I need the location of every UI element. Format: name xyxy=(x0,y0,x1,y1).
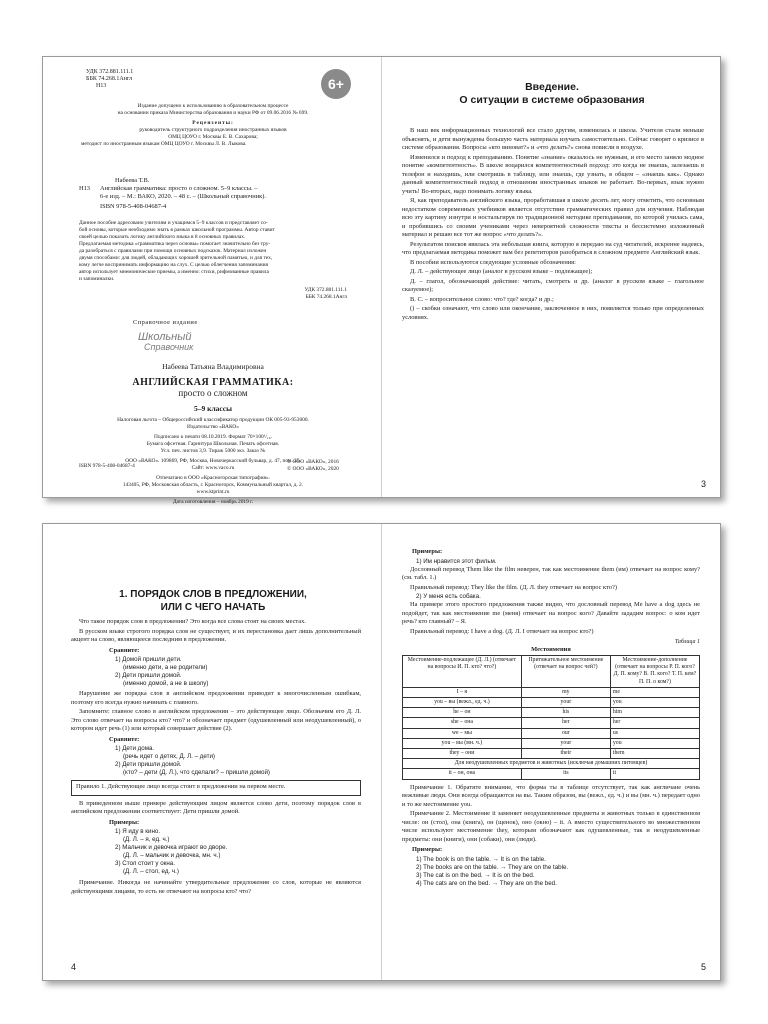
table-cell: her xyxy=(610,718,699,728)
chapter-page xyxy=(43,524,381,980)
table-header: Притяжательное местоимение (отвечает на вопрос чей?) xyxy=(521,656,610,688)
pronouns-body xyxy=(402,548,700,888)
author-full: Набеева Татьяна Владимировна xyxy=(162,362,264,371)
table-header: Местоимение-подлежащее (Д. Л.) (отвечает на вопросы И. П. кто? что?) xyxy=(403,656,522,688)
reviewers-title: Рецензенты: xyxy=(192,120,234,126)
chapter-title: 1. ПОРЯДОК СЛОВ В ПРЕДЛОЖЕНИИ, xyxy=(119,589,307,600)
example-line: 2) Дети пришли домой. xyxy=(115,761,182,768)
logo-text: Справочник xyxy=(144,342,194,352)
paragraph: Запомните: главное слово в английском предложении – это действующее лицо. Обозначим его Д. Л. Это слово отвечает на вопросы кто? что? и обозначает предмет (одушевленный или неодушевленный), о котором идет речь (1) или который совершает действие (2). xyxy=(71,708,361,732)
example-line: 3) Стол стоит у окна. xyxy=(115,860,175,867)
book-code-2: Н13 xyxy=(79,185,91,192)
table-row xyxy=(403,698,700,708)
example-line: 2) The books are on the table. → They are on the table. xyxy=(416,863,569,871)
table-cell: her xyxy=(521,718,610,728)
annotation-line: да разобраться с правилами при помощи основных подсказок. Материал изложен xyxy=(79,248,267,254)
table-row xyxy=(403,718,700,728)
bbk: ББК 74.268.1Англ xyxy=(86,76,133,82)
imprint-page xyxy=(43,57,381,505)
table-title: Местоимения xyxy=(531,646,571,653)
imprint-line: Подписано к печати 08.10.2019. Формат 70×100¹/₁₆. xyxy=(154,434,272,440)
paragraph: Изменился и подход к преподаванию. Понятие «знание» оказалось не нужным, и его место заняло модное понятие «компетентность». В школе воцарился компетентностный подход: это когда не знаешь, залезаешь в телефон и находишь, или смотришь в таблицу, или знаешь, где узнать, в общем – «знаешь как». Однако данный компетентностный подход в отношении иностранных языков не работает. Во-первых, язык нужно учить! Во-вторых, надо понимать логику языка. xyxy=(402,153,704,195)
paragraph: Что такое порядок слов в предложении? Это когда все слова стоят на своих местах. xyxy=(79,618,306,625)
intro-heading: Введение. xyxy=(525,81,579,93)
top-spread xyxy=(42,56,721,505)
table-cell: his xyxy=(521,708,610,718)
annotation-line: и запоминалки. xyxy=(79,276,115,282)
table-cell: you – вы (мн. ч.) xyxy=(403,738,522,748)
examples-label: Примеры: xyxy=(109,818,140,826)
copyright-block xyxy=(287,459,339,473)
series-logo xyxy=(138,332,193,352)
table-cell: your xyxy=(521,698,610,708)
paragraph: В наш век информационных технологий все стало другим, изменилась и школа. Учителя стали меньше объяснять, и дети вынуждены большую часть материала изучать самостоятельно. Сейчас говорят о кризисе в системе образования. Вопросы «кто виноват?» и «что делать?» снова повисли в воздухе. xyxy=(402,127,704,151)
imprint-line: ООО «ВАКО». 109869, РФ, Москва, Новочеркасский бульвар, д. 47, пом. 25. xyxy=(125,458,301,464)
paragraph: В пособии используются следующие условные обозначения: xyxy=(410,258,576,266)
imprint-line: Налоговая льгота – Общероссийский классификатор продукции ОК 005-93-953000. xyxy=(117,417,309,423)
example-line: (Д. Л. – стол, ед. ч.) xyxy=(123,868,179,875)
paragraph: Я, как преподаватель английского языка, проработавшая в школе десять лет, могу отметить, что основным недостатком современных учебников является отсутствие грамматических правил для изучения. Наблюдая всю эту картину изнутри и ностальгируя по традиционной методике преподавания, по которой училась сама, и пробившись со своими учениками через невероятной сложности тексты и бессистемно изложенный материал и решаю все тот же вопрос «что делать?». xyxy=(402,197,704,238)
age-rating-badge xyxy=(321,69,351,99)
table-cell: my xyxy=(521,687,610,697)
paragraph: Результатом поисков явилась эта небольшая книга, которую я передаю на суд читателей, искренне надеясь, что предлагаемая методика поможет вам без репетиторов разобраться в сложном предмете Английский язык. xyxy=(402,240,704,256)
imprint-line: Сайт: www.vaco.ru xyxy=(191,465,235,471)
annotation-line: кому легче воспринимать информацию на слух. С целью облегчения запоминания xyxy=(79,262,268,268)
annotation-line: двумя способами: для людей, обладающих хорошей зрительной памятью, и для тех, xyxy=(79,255,273,261)
bottom-spread xyxy=(42,523,721,981)
pronouns-table xyxy=(402,655,700,780)
note: Примечание. Никогда не начинайте утвердительные предложения со слов, которые не являются действующими лицами, то есть не отвечают на вопросы кто? что? xyxy=(71,879,361,895)
reviewer-line: ОМЦ ЦОУО г. Москвы Е. В. Сахарова; xyxy=(168,134,258,140)
paragraph: В приведенном выше примере действующим лицом является слово дети, поэтому порядок слов в английском предложении соответствует: Дети пришли домой. xyxy=(71,799,361,815)
table-cell: me xyxy=(610,687,699,697)
bbk-2: ББК 74.268.1Англ xyxy=(305,294,347,300)
isbn-bottom: ISBN 978-5-408-04687-4 xyxy=(79,463,135,469)
table-section-row xyxy=(403,759,700,769)
examples-label: Примеры: xyxy=(412,846,443,854)
imprint-line: Усл. печ. листов 3,9. Тираж 5000 экз. Заказ № xyxy=(160,448,266,454)
legend-item: Д. Л. – действующее лицо (аналог в русском языке – подлежащее); xyxy=(410,268,593,275)
table-section-label: Для неодушевленных предметов и животных (исключая домашних питомцев) xyxy=(403,759,700,769)
table-cell: its xyxy=(521,769,610,779)
table-cell: I – я xyxy=(403,687,522,697)
example-line: 2) Мальчик и девочка играют во дворе. xyxy=(115,844,228,851)
annotation-line: Предлагаемая методика «грамматика через основы» помогает значительно без тру- xyxy=(79,241,271,247)
example-line: (Д. Л. – мальчик и девочка, мн. ч.) xyxy=(123,852,221,859)
table-cell: our xyxy=(521,728,610,738)
intro-subheading: О ситуации в системе образования xyxy=(459,94,645,106)
book-title: АНГЛИЙСКАЯ ГРАММАТИКА: xyxy=(132,377,294,388)
table-cell: you xyxy=(610,698,699,708)
logo-text: Школьный xyxy=(138,331,192,343)
edition-type: Справочное издание xyxy=(133,319,198,326)
example-line: 2) Дети пришли домой. xyxy=(115,672,182,679)
table-cell: it xyxy=(610,769,699,779)
age-rating-label: 6+ xyxy=(328,76,344,92)
annotation-line: бой основы, которые необходимо знать в рамках школьной программы. Автор ставит xyxy=(79,227,275,233)
note: Примечание 1. Обратите внимание, что форма ты в таблице отсутствует, так как англичане очень вежливые люди. Они всегда обращаются на вы. Таким образом, вы (вежл., ед. ч.) и вы (мн. ч.) передает одно и то же местоимение you. xyxy=(402,783,700,808)
paragraph: Правильный перевод: They like the film. (Д. Л. they отвечает на вопрос кто?) xyxy=(410,583,617,591)
example-line: (кто? – дети (Д. Л.), что сделали? – пришли домой) xyxy=(123,769,270,776)
annotation-line: автор использует мнемонические приемы, а именно: стихи, рифмованные правила xyxy=(79,269,269,275)
table-header: Местоимение-дополнение (отвечает на вопросы Р. П. кого? Д. П. кому? В. П. кого? Т. П. кем? П. П. о ком?) xyxy=(610,656,699,688)
reviewer-line: методист по иностранным языкам ОМЦ ЦОУО г. Москвы Л. В. Лыкова. xyxy=(81,141,247,147)
table-cell: he – он xyxy=(403,708,522,718)
reviewer-line: руководитель структурного подразделения иностранных языков xyxy=(139,127,287,133)
imprint-line: Дата изготовления – ноябрь 2019 г. xyxy=(172,499,254,505)
table-cell: you xyxy=(610,738,699,748)
example-line: (речь идет о детях, Д. Л. – дети) xyxy=(123,753,215,760)
note: Примечание 2. Местоимение it заменяет неодушевленные предметы и животных только в единственном числе: он (стол), она (книга), он (щенок), оно (окно) – it. А вместо существительного во множественном числе используют местоимение they, которым обозначают как одушевленные, так и неодушевленные предметы: они (книги), они (собаки), они (люди). xyxy=(402,810,700,843)
copyright-line: © ООО «ВАКО», 2020 xyxy=(287,466,339,472)
example-line: 1) Им нравится этот фильм. xyxy=(416,557,497,565)
example-line: 2) У меня есть собака. xyxy=(416,593,481,600)
rule-box xyxy=(71,780,361,796)
udk-2: УДК 372.881.111.1 xyxy=(304,287,347,293)
title-block xyxy=(63,362,363,413)
imprint-line: Бумага офсетная. Гарнитура Школьная. Печать офсетная. xyxy=(146,441,280,447)
rule-text: Правило 1. Действующее лицо всегда стоит в предложении на первом месте. xyxy=(76,783,286,790)
example-line: (именно дети, а не родители) xyxy=(123,664,208,671)
intro-page xyxy=(382,57,720,497)
grades: 5–9 классы xyxy=(194,404,232,413)
page-number: 3 xyxy=(700,479,706,489)
biblio-block xyxy=(79,177,359,211)
chapter-body xyxy=(71,618,361,897)
compare-label: Сравните: xyxy=(109,735,140,743)
annotation-line: Данное пособие адресовано учителям и учащимся 5–9 классов и представляет со- xyxy=(79,220,268,226)
admission-line: Издание допущено к использованию в образовательном процессе xyxy=(137,103,289,109)
legend-item: () – скобки означают, что слово или окончание, заключенное в них, появляется только при определенных условиях. xyxy=(402,305,704,321)
table-cell: they – они xyxy=(403,749,522,759)
example-line: 1) Домой пришли дети. xyxy=(115,656,182,663)
paragraph: Правильный перевод: I have a dog. (Д. Л. I отвечает на вопрос кто?) xyxy=(410,627,594,635)
table-row xyxy=(403,687,700,697)
imprint-line: Издательство «ВАКО» xyxy=(186,424,239,430)
imprint-line: 143405, РФ, Московская область, г. Красногорск, Коммунальный квартал, д. 2. xyxy=(122,482,304,488)
paragraph: Дословный перевод Them like the film неверен, так как местоимение them (им) отвечает на вопрос кому? (см. табл. 1.) xyxy=(402,565,700,581)
compare-label: Сравните: xyxy=(109,646,140,654)
imprint-line: www.ktprint.ru xyxy=(196,489,230,495)
legend-item: В. С. – вопросительное слово: что? где? когда? и др.; xyxy=(410,295,554,303)
copyright-line: © ООО «ВАКО», 2016 xyxy=(287,459,339,465)
table-cell: us xyxy=(610,728,699,738)
pronouns-page xyxy=(382,524,720,980)
table-cell: your xyxy=(521,738,610,748)
table-row xyxy=(403,749,700,759)
isbn: ISBN 978-5-408-04687-4 xyxy=(100,203,167,210)
book-code: Н13 xyxy=(96,83,107,89)
example-line: 1) Я иду в кино. xyxy=(115,828,161,835)
admission-block xyxy=(73,103,353,148)
table-cell: their xyxy=(521,749,610,759)
example-line: 1) The book is on the table. → It is on the table. xyxy=(416,855,546,863)
udk: УДК 372.881.111.1 xyxy=(86,69,134,75)
example-line: (Д. Л. – я, ед. ч.) xyxy=(123,836,170,843)
table-row xyxy=(403,738,700,748)
imprint-line: Отпечатано в ООО «Красногорская типография». xyxy=(155,475,270,481)
biblio-line: Английская грамматика: просто о сложном. 5–9 классы. – xyxy=(100,185,258,192)
paragraph: В русском языке строгого порядка слов не существует, и их перестановка дает лишь дополнительный акцент на слово, являющееся последним в предложении. xyxy=(71,627,361,643)
table-cell: we – мы xyxy=(403,728,522,738)
table-cell: them xyxy=(610,749,699,759)
table-cell: it – он, она xyxy=(403,769,522,779)
table-header-row xyxy=(403,656,700,688)
table-row xyxy=(403,708,700,718)
annotation-line: своей целью показать логику английского языка в 8 основных правилах. xyxy=(79,234,246,240)
author-short: Набеева Т.В. xyxy=(115,177,150,184)
table-cell: she – она xyxy=(403,718,522,728)
chapter-subtitle: ИЛИ С ЧЕГО НАЧАТЬ xyxy=(160,602,266,613)
examples-label: Примеры: xyxy=(412,548,443,555)
table-row xyxy=(403,769,700,779)
paragraph: Нарушение же порядка слов в английском предложении приводит к многочисленным ошибкам, поэтому его всегда нужно начинать с главного. xyxy=(71,690,361,706)
example-line: 1) Дети дома. xyxy=(115,745,155,752)
page-number: 4 xyxy=(71,962,77,972)
table-caption: Таблица 1 xyxy=(674,639,700,645)
biblio-line: 6-е изд. – М.: ВАКО, 2020. – 48 с. – (Школьный справочник). xyxy=(100,193,266,200)
example-line: (именно домой, а не в школу) xyxy=(123,680,209,687)
legend-item: Д. – глагол, обозначающий действие: читать, смотреть и др. (аналог в русском языке – глагольное сказуемое); xyxy=(402,277,704,293)
table-cell: him xyxy=(610,708,699,718)
table-cell: you – вы (вежл., ед. ч.) xyxy=(403,698,522,708)
example-line: 3) The cat is on the bed. → It is on the bed. xyxy=(416,871,535,879)
admission-line: на основании приказа Министерства образования и науки РФ от 09.06.2016 № 699. xyxy=(117,110,309,116)
intro-body xyxy=(402,127,704,323)
book-subtitle: просто о сложном xyxy=(178,388,248,398)
table-row xyxy=(403,728,700,738)
page-number: 5 xyxy=(700,962,706,972)
example-line: 4) The cats are on the bed. → They are on the bed. xyxy=(416,879,557,887)
annotation-block xyxy=(79,220,347,301)
paragraph: На примере этого простого предложения также видно, что дословный перевод Me have a dog здесь не подойдет, так как местоимение me (меня) отвечает на вопрос кого? Давайте зададим вопрос: о ком идет речь? кто главный? – Я. xyxy=(402,601,700,625)
